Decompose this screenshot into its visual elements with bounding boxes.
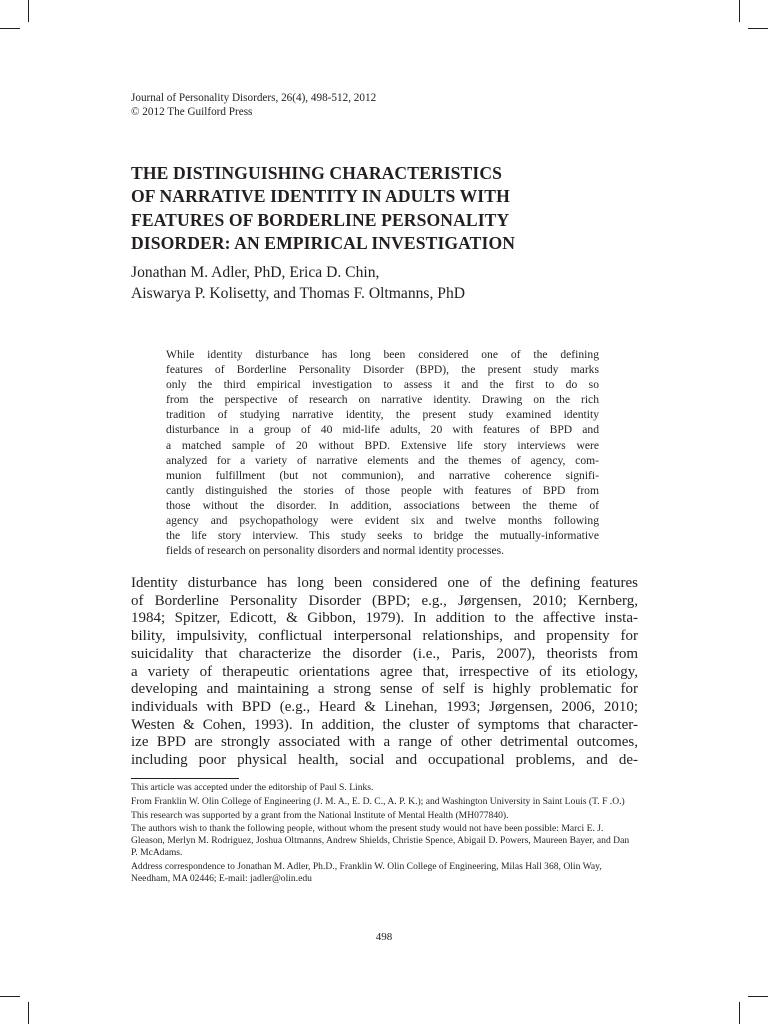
body-line: suicidality that characterize the disorder (i.e., Paris, 2007), theorists from <box>131 645 638 662</box>
crop-mark-bottom-left-v <box>28 1002 29 1024</box>
abstract-line: agency and psychopathology were evident six and twelve months following <box>166 514 599 528</box>
abstract-line: cantly distinguished the stories of those people with features of BPD from <box>166 483 599 497</box>
page-number: 498 <box>375 931 393 943</box>
abstract-line: from the perspective of research on narrative identity. Drawing on the rich <box>166 393 599 407</box>
body-line: Identity disturbance has long been considered one of the defining features <box>131 575 638 591</box>
footnote-acknowledgments: The authors wish to thank the following people, without whom the present study would not have been possible: Marci E. J. Gleason, Merlyn M. Rodriguez, Joshua Oltmanns, Andrew Shields, Christie Spence, Abigail D. Powers, Maureen Bayer, and Dan P. McAdams. <box>131 823 630 858</box>
author-list <box>131 263 465 304</box>
abstract-line: features of Borderline Personality Disorder (BPD), the present study marks <box>166 363 599 377</box>
copyright: © 2012 The Guilford Press <box>131 106 253 118</box>
article-title <box>131 162 651 255</box>
body-line: developing and maintaining a strong sense of self is highly problematic for <box>131 681 638 698</box>
footnote-rule <box>131 778 239 779</box>
footnote-editorship: This article was accepted under the editorship of Paul S. Links. <box>131 782 374 793</box>
crop-mark-bottom-left-h <box>0 996 20 997</box>
abstract <box>166 347 599 558</box>
abstract-line: analyzed for a variety of narrative elements and the themes of agency, com- <box>166 453 599 467</box>
abstract-line: munion fulfillment (but not communion), and narrative coherence signifi- <box>166 468 599 482</box>
abstract-line: tradition of studying narrative identity, the present study examined identity <box>166 408 599 422</box>
title-line: OF NARRATIVE IDENTITY IN ADULTS WITH <box>131 186 510 207</box>
body-line: including poor physical health, social and occupational problems, and de- <box>131 752 638 769</box>
footnote-affiliation: From Franklin W. Olin College of Engineering (J. M. A., E. D. C., A. P. K.); and Washington University in Saint Louis (T. F .O.) <box>131 795 625 807</box>
author-line: Aiswarya P. Kolisetty, and Thomas F. Oltmanns, PhD <box>131 284 466 302</box>
crop-mark-top-right-v <box>739 0 740 22</box>
journal-header <box>131 91 376 119</box>
body-line: bility, impulsivity, conflictual interpersonal relationships, and propensity for <box>131 628 638 645</box>
abstract-line: those without the disorder. In addition, associations between the theme of <box>166 498 599 512</box>
title-line: THE DISTINGUISHING CHARACTERISTICS <box>131 163 503 183</box>
abstract-line: only the third empirical investigation to assess it and the first to do so <box>166 378 599 392</box>
abstract-line: the life story interview. This study seeks to bridge the mutually-informative <box>166 529 599 543</box>
title-line: FEATURES OF BORDERLINE PERSONALITY <box>131 209 510 230</box>
body-line: Westen & Cohen, 1993). In addition, the cluster of symptoms that character- <box>131 716 638 733</box>
crop-mark-top-left-h <box>0 28 20 29</box>
body-text <box>131 575 638 770</box>
body-line: ize BPD are strongly associated with a range of other detrimental outcomes, <box>131 734 638 751</box>
footnote-correspondence: Address correspondence to Jonathan M. Adler, Ph.D., Franklin W. Olin College of Engineering, Milas Hall 368, Olin Way, Needham, MA 02446; E-mail: jadler@olin.edu <box>131 860 602 884</box>
body-line: of Borderline Personality Disorder (BPD; e.g., Jørgensen, 2010; Kernberg, <box>131 592 638 609</box>
crop-mark-top-left-v <box>28 0 29 22</box>
crop-mark-bottom-right-h <box>748 996 768 997</box>
body-line: individuals with BPD (e.g., Heard & Linehan, 1993; Jørgensen, 2006, 2010; <box>131 698 638 715</box>
abstract-line: fields of research on personality disorders and normal identity processes. <box>166 544 505 558</box>
abstract-line: While identity disturbance has long been considered one of the defining <box>166 348 599 361</box>
footnote-funding: This research was supported by a grant from the National Institute of Mental Health (MH077840). <box>131 809 509 821</box>
author-line: Jonathan M. Adler, PhD, Erica D. Chin, <box>131 264 380 281</box>
crop-mark-top-right-h <box>748 28 768 29</box>
abstract-line: a matched sample of 20 without BPD. Extensive life story interviews were <box>166 438 599 452</box>
body-line: a variety of therapeutic orientations agree that, irrespective of its etiology, <box>131 663 638 680</box>
body-line: 1984; Spitzer, Edicott, & Gibbon, 1979). In addition to the affective insta- <box>131 610 638 627</box>
footnotes <box>131 782 638 886</box>
title-line: DISORDER: AN EMPIRICAL INVESTIGATION <box>131 232 516 253</box>
abstract-line: disturbance in a group of 40 mid-life adults, 20 with features of BPD and <box>166 423 599 437</box>
journal-citation: Journal of Personality Disorders, 26(4), 498-512, 2012 <box>131 92 377 104</box>
crop-mark-bottom-right-v <box>739 1002 740 1024</box>
